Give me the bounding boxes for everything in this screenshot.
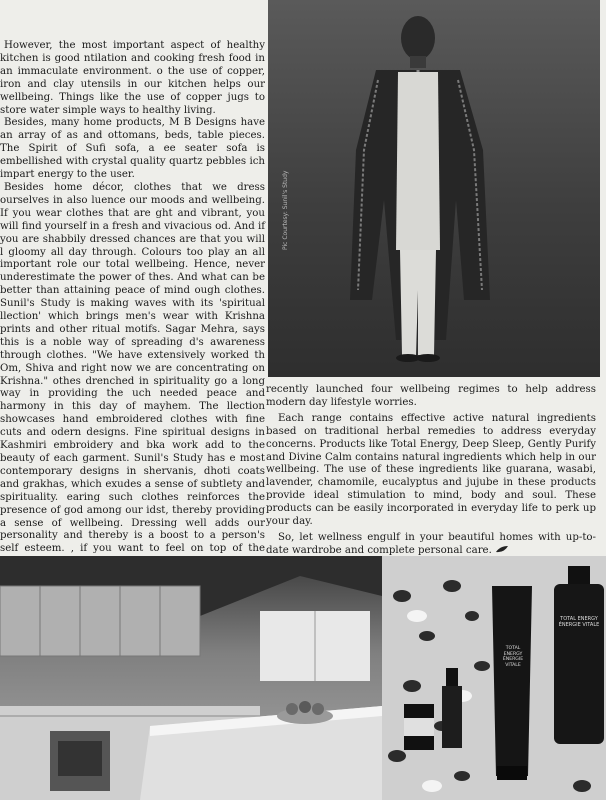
paragraph: recently launched four wellbeing regimes to help address modern day lifestyle worries.: [266, 384, 596, 408]
paragraph: Each range contains effective active natural ingredients based on traditional herbal remedies to address everyday concerns. Products like Total Energy, Deep Sleep, Gently Purify and Divine Calm contains natural ingredients which help in our wellbeing. The use of these ingredients like guarana, wasabi, lavender, chamomile, eucalyptus and jujube in these products provide ideal stimulation to mind, body and soul. These products can be easily incorporated in everyday life to perk up your day.: [266, 412, 596, 528]
model-photo: [268, 0, 600, 377]
products-illustration: [382, 556, 606, 800]
paragraph-text: So, let wellness engulf in your beautiful homes with up-to-date wardrobe and complete personal care.: [266, 531, 596, 556]
bottle-label: [556, 616, 602, 628]
tube-label: [498, 646, 528, 668]
model-illustration: [268, 0, 600, 377]
paragraph: Besides home décor, clothes that we dress ourselves in also luence our moods and wellbeing. If you wear clothes that are ght and vibrant, you will find yourself in a fresh and vivacious od. And if you are shabbily dressed chances are that you will l gloomy all day through. Colours too play an all important role our total wellbeing. Hence, never underestimate the power of thes. And what can be better than attaining peace of mind ough clothes. Sunil's Study is making waves with its 'spiritual llection' which brings men's wear with Krishna prints and other ritual motifs. Sagar Mehra, says this is a noble way of spreading d's awareness through clothes. "We have extensively worked th Om, Shiva and right now we are concentrating on Krishna." othes drenched in spirituality go a long way in providing the uch needed peace and harmony in this day of mayhem. The llection showcases hand embroidered clothes with fine cuts and odern designs. Fine spiritual designs in Kashmiri embroidery and bka work add to the beauty of each garment. Sunil's Study has e most contemporary designs in shervanis, dhoti coats and grakhas, which exudes a sense of subtlety and spirituality. earing such clothes reinforces the presence of god among our idst, thereby providing a sense of wellbeing. Dressing well adds our personality and thereby is a boost to a person's self esteem. , if you want to feel on top of the: [0, 181, 265, 555]
paragraph: Besides, many home products, M B Designs have an array of as and ottomans, beds, table pieces. The Spirit of Sufi sofa, a ee seater sofa is embellished with crystal quality quartz pebbles ich impart energy to the user.: [0, 117, 265, 181]
photo-credit: Pic Courtesy: Sunil's Study: [282, 170, 289, 250]
bottle-label-sub: ÉNERGIE VITALE: [558, 622, 600, 628]
kitchen-photo: [0, 556, 382, 800]
bottle-label-title: TOTAL ENERGY: [560, 616, 598, 622]
left-column: [0, 40, 265, 555]
leaf-icon: [496, 546, 508, 553]
paragraph: However, the most important aspect of healthy kitchen is good ntilation and cooking fresh food in an immaculate environment. o the use of copper, iron and clay utensils in our kitchen helps our wellbeing. Things like the use of copper jugs to store water simple ways to healthy living.: [0, 40, 265, 116]
paragraph: [266, 532, 596, 558]
tube-label-title: TOTAL ENERGY: [503, 646, 523, 657]
tube-label-sub: ÉNERGIE VITALE: [502, 657, 524, 668]
kitchen-illustration: [0, 556, 382, 800]
right-column: [266, 384, 596, 561]
products-photo: [382, 556, 606, 800]
